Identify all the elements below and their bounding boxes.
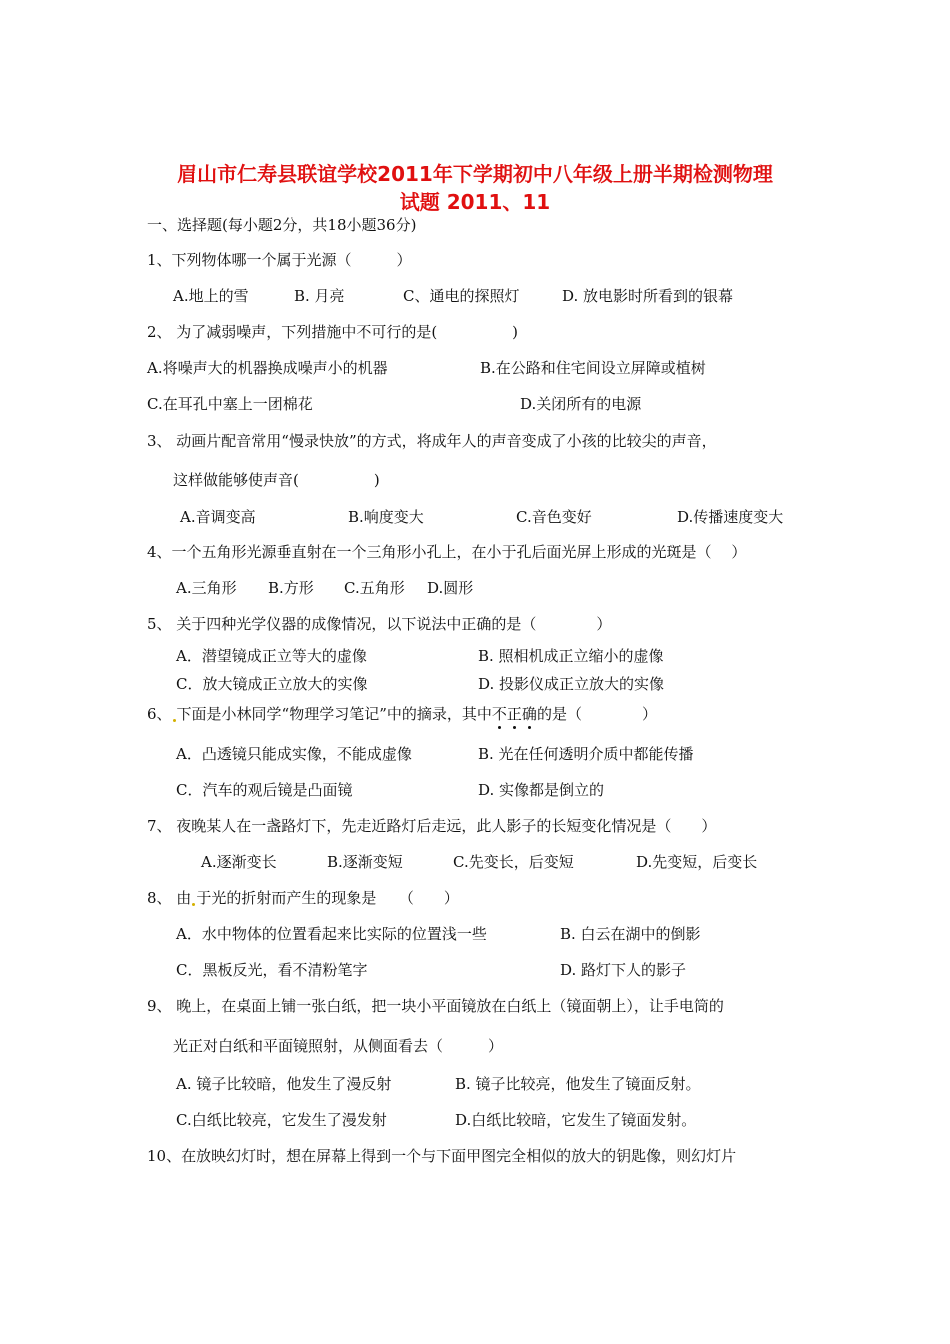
question-10-stem: 10、在放映幻灯时，想在屏幕上得到一个与下面甲图完全相似的放大的钥匙像，则幻灯片: [147, 1147, 737, 1165]
question-6-stem-text-a: 下面是小林同学“物理学习笔记”中的摘录，其中: [176, 705, 492, 723]
question-2-option-d: D.关闭所有的电源: [520, 395, 642, 413]
question-9-option-b: B. 镜子比较亮，他发生了镜面反射。: [455, 1075, 701, 1093]
question-7-stem: 7、 夜晚某人在一盏路灯下，先走近路灯后走远，此人影子的长短变化情况是（ ）: [147, 817, 717, 835]
question-7-option-c: C.先变长，后变短: [453, 853, 574, 871]
question-1-option-a: A.地上的雪: [173, 287, 249, 305]
section-heading: 一、选择题(每小题2分，共18小题36分): [147, 216, 417, 234]
question-1-option-c: C、通电的探照灯: [403, 287, 520, 305]
question-5-option-a: A．潜望镜成正立等大的虚像: [176, 647, 367, 665]
question-7-option-a: A.逐渐变长: [201, 853, 277, 871]
question-5-option-c: C．放大镜成正立放大的实像: [176, 675, 368, 693]
question-4-stem: 4、一个五角形光源垂直射在一个三角形小孔上，在小于孔后面光屏上形成的光斑是（ ）: [147, 543, 747, 561]
question-8-option-c: C．黑板反光，看不清粉笔字: [176, 961, 368, 979]
question-2-option-a: A.将噪声大的机器换成噪声小的机器: [147, 359, 388, 377]
question-3-option-b: B.响度变大: [348, 508, 424, 526]
question-6-option-d: D. 实像都是倒立的: [478, 781, 605, 799]
question-9-option-c: C.白纸比较亮，它发生了漫发射: [176, 1111, 387, 1129]
exam-title-line1: 眉山市仁寿县联谊学校2011年下学期初中八年级上册半期检测物理: [177, 162, 773, 186]
emphasis-char-1: 不: [491, 705, 507, 723]
question-2-stem: 2、 为了减弱噪声，下列措施中不可行的是( ): [147, 323, 519, 341]
question-8-stem-text-a: 8、 由: [147, 889, 192, 907]
question-3-stem-line1: 3、 动画片配音常用“慢录快放”的方式，将成年人的声音变成了小孩的比较尖的声音，: [147, 432, 717, 450]
question-6-option-a: A．凸透镜只能成实像，不能成虚像: [176, 745, 412, 763]
emphasis-char-2: 正: [506, 705, 522, 723]
question-6-option-b: B. 光在任何透明介质中都能传播: [478, 745, 694, 763]
question-2-option-b: B.在公路和住宅间设立屏障或植树: [480, 359, 706, 377]
question-4-option-d: D.圆形: [427, 579, 474, 597]
question-8-stem-text-b: 于光的折射而产生的现象是 （ ）: [196, 889, 459, 907]
question-6-option-c: C．汽车的观后镜是凸面镜: [176, 781, 353, 799]
question-8-stem: [147, 888, 459, 908]
question-4-option-c: C.五角形: [344, 579, 405, 597]
emphasis-char-3: 确: [521, 705, 537, 723]
question-8-option-a: A．水中物体的位置看起来比实际的位置浅一些: [176, 925, 487, 943]
scan-dot: [173, 719, 176, 722]
question-4-option-a: A.三角形: [176, 579, 237, 597]
question-7-option-d: D.先变短，后变长: [636, 853, 758, 871]
exam-title-line2: 试题 2011、11: [399, 190, 551, 214]
question-1-stem: 1、下列物体哪一个属于光源（ ）: [147, 251, 412, 269]
question-4-option-b: B.方形: [268, 579, 314, 597]
question-3-stem-line2: 这样做能够使声音( ): [173, 471, 380, 489]
question-6-stem-text-c: 的是（ ）: [536, 705, 657, 723]
question-5-option-d: D. 投影仪成正立放大的实像: [478, 675, 665, 693]
question-8-option-d: D. 路灯下人的影子: [560, 961, 687, 979]
question-5-option-b: B. 照相机成正立缩小的虚像: [478, 647, 664, 665]
question-3-option-c: C.音色变好: [516, 508, 592, 526]
question-1-option-b: B. 月亮: [294, 287, 345, 305]
question-3-option-a: A.音调变高: [180, 508, 256, 526]
question-6-stem: [147, 704, 657, 724]
question-5-stem: 5、 关于四种光学仪器的成像情况，以下说法中正确的是（ ）: [147, 615, 612, 633]
question-3-option-d: D.传播速度变大: [677, 508, 784, 526]
question-1-option-d: D. 放电影时所看到的银幕: [562, 287, 734, 305]
question-9-option-a: A. 镜子比较暗，他发生了漫反射: [176, 1075, 392, 1093]
scan-dot: [192, 903, 195, 906]
question-9-stem-line1: 9、 晚上，在桌面上铺一张白纸，把一块小平面镜放在白纸上（镜面朝上），让手电筒的: [147, 997, 724, 1015]
question-8-option-b: B. 白云在湖中的倒影: [560, 925, 701, 943]
question-9-option-d: D.白纸比较暗，它发生了镜面发射。: [455, 1111, 697, 1129]
question-2-option-c: C.在耳孔中塞上一团棉花: [147, 395, 313, 413]
question-9-stem-line2: 光正对白纸和平面镜照射，从侧面看去（ ）: [173, 1037, 504, 1055]
question-6-number: 6、: [147, 705, 172, 723]
question-7-option-b: B.逐渐变短: [327, 853, 403, 871]
